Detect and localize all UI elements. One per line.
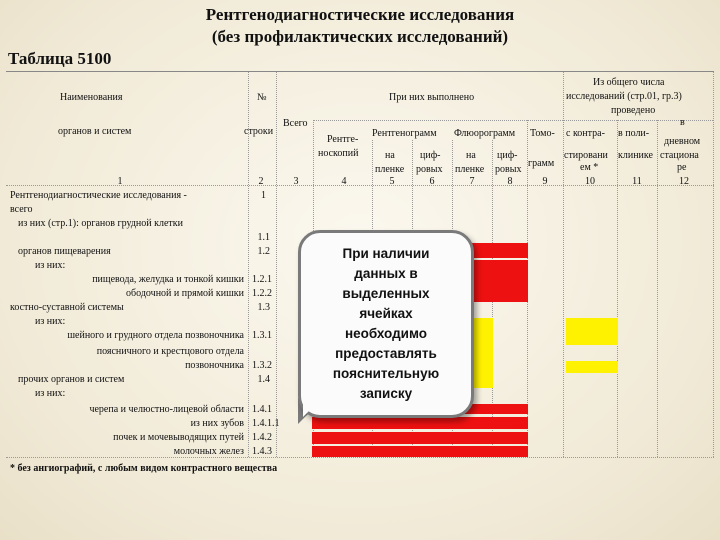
- row-label: черепа и челюстно-лицевой области: [89, 404, 244, 415]
- column-number: 7: [469, 176, 475, 187]
- column-number: 2: [258, 176, 264, 187]
- header-day-hospital: дневном: [664, 136, 701, 147]
- row-label: ободочной и прямой кишки: [126, 288, 244, 299]
- header-digital: ровых: [495, 164, 522, 175]
- column-number: 6: [429, 176, 435, 187]
- header-row-number: №: [257, 92, 267, 103]
- header-digital: циф-: [420, 150, 441, 161]
- header-film: на: [466, 150, 476, 161]
- column-number: 3: [293, 176, 299, 187]
- header-digital: ровых: [416, 164, 443, 175]
- header-fluorograms: Флюорограмм: [454, 128, 516, 139]
- header-name: Наименования: [60, 92, 123, 103]
- row-number: 1.4.1: [252, 404, 272, 415]
- slide-title: Рентгенодиагностические исследования (без профилактических исследований): [205, 5, 515, 46]
- header-day-hospital: в: [680, 117, 685, 128]
- header-clinic: в поли-: [618, 128, 650, 139]
- header-of-total: проведено: [611, 105, 656, 116]
- table-label: Таблица 5100: [8, 49, 112, 68]
- column-number: 5: [389, 176, 395, 187]
- grid-line: [657, 120, 658, 457]
- header-tomograms: грамм: [528, 158, 555, 169]
- row-number: 1.3.2: [252, 360, 272, 371]
- row-label: молочных желез: [173, 446, 244, 457]
- header-of-total: Из общего числа: [593, 77, 665, 88]
- header-film: пленке: [455, 164, 485, 175]
- grid-line: [617, 120, 618, 457]
- row-number: 1.2.1: [252, 274, 272, 285]
- row-label: позвоночника: [185, 360, 244, 371]
- callout-note: При наличии данных в выделенных ячейках необходимо предоставлять пояснительную записку: [298, 230, 474, 418]
- grid-line: [276, 72, 277, 457]
- column-number: 11: [632, 176, 642, 187]
- column-number: 10: [585, 176, 595, 187]
- row-label: пищевода, желудка и тонкой кишки: [92, 274, 244, 285]
- row-label: почек и мочевыводящих путей: [113, 432, 244, 443]
- required-cell: [566, 361, 618, 373]
- row-number: 1.4.3: [252, 446, 272, 457]
- header-radiograms: Рентгенограмм: [372, 128, 437, 139]
- row-label: прочих органов и систем: [18, 374, 125, 385]
- row-number: 1.1: [257, 232, 270, 243]
- row-label: органов пищеварения: [18, 246, 111, 257]
- header-xray: Рентге-: [327, 134, 359, 145]
- required-cell: [566, 318, 618, 345]
- header-contrast: ем *: [580, 162, 599, 173]
- row-label: из них (стр.1): органов грудной клетки: [18, 218, 183, 229]
- row-label: из них зубов: [190, 418, 244, 429]
- column-number: 8: [507, 176, 513, 187]
- row-number: 1.2.2: [252, 288, 272, 299]
- header-tomograms: Томо-: [530, 128, 555, 139]
- header-xray: носкопий: [318, 148, 359, 159]
- header-clinic: клинике: [618, 150, 653, 161]
- row-label: из них:: [35, 316, 66, 327]
- row-label: поясничного и крестцового отдела: [96, 346, 244, 357]
- required-cell: [453, 446, 528, 457]
- row-label: костно-суставной системы: [10, 302, 124, 313]
- row-number: 1.4.1.1: [252, 418, 280, 429]
- row-label: всего: [10, 204, 33, 215]
- row-label: из них:: [35, 388, 66, 399]
- header-digital: циф-: [497, 150, 518, 161]
- required-cell: [453, 417, 528, 429]
- grid-line: [713, 72, 714, 457]
- header-day-hospital: ре: [677, 162, 687, 173]
- header-film: на: [385, 150, 395, 161]
- table-top-border: [6, 71, 714, 72]
- grid-line: [563, 72, 564, 457]
- grid-line: [313, 120, 713, 121]
- required-cell: [453, 432, 528, 444]
- row-number: 1.4: [257, 374, 270, 385]
- row-label: из них:: [35, 260, 66, 271]
- row-number: 1.3.1: [252, 330, 272, 341]
- header-performed: При них выполнено: [389, 92, 475, 103]
- callout-pointer: [303, 399, 321, 417]
- row-label: шейного и грудного отдела позвоночника: [67, 330, 244, 341]
- row-number: 1.3: [257, 302, 270, 313]
- column-number: 9: [542, 176, 548, 187]
- header-row-number: строки: [244, 126, 274, 137]
- header-film: пленке: [375, 164, 405, 175]
- header-contrast: с контра-: [566, 128, 605, 139]
- column-number: 4: [341, 176, 347, 187]
- column-number: 1: [117, 176, 123, 187]
- header-day-hospital: стациона: [660, 150, 699, 161]
- header-total: Всего: [283, 118, 308, 129]
- header-of-total: исследований (стр.01, гр.3): [566, 91, 682, 102]
- footnote: * без ангиографий, с любым видом контрастного вещества: [10, 463, 278, 474]
- header-name: органов и систем: [58, 126, 132, 137]
- row-number: 1: [261, 190, 266, 201]
- row-label: Рентгенодиагностические исследования -: [10, 190, 187, 201]
- column-number: 12: [679, 176, 689, 187]
- row-number: 1.4.2: [252, 432, 272, 443]
- row-number: 1.2: [257, 246, 270, 257]
- header-contrast: стировани: [564, 150, 608, 161]
